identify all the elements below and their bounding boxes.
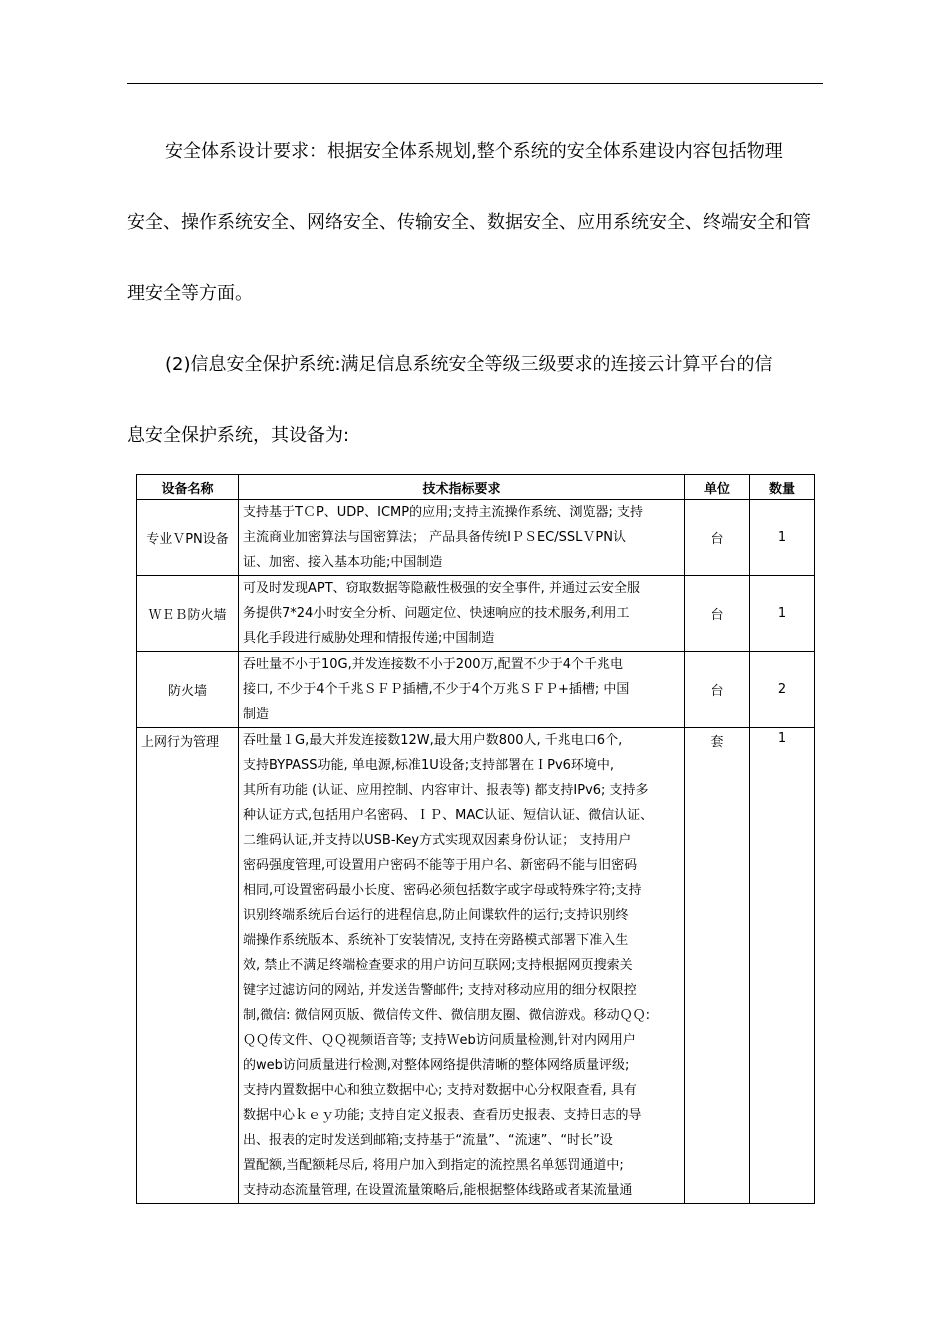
spec-line: 种认证方式,包括用户名密码、ＩＰ、MAC认证、短信认证、微信认证、 (243, 808, 654, 823)
spec-line: 支持动态流量管理, 在设置流量策略后,能根据整体线路或者某流量通 (243, 1183, 633, 1198)
spec-line: 证、加密、接入基本功能;中国制造 (243, 555, 443, 570)
paragraph-line: 息安全保护系统，其设备为: (127, 425, 350, 446)
header-rule (127, 83, 823, 84)
spec-line: 支持内置数据中心和独立数据中心; 支持对数据中心分权限查看, 具有 (243, 1083, 637, 1098)
unit-cell: 台 (685, 652, 750, 728)
spec-line: 密码强度管理,可设置用户密码不能等于用户名、新密码不能与旧密码 (243, 858, 638, 873)
header-quantity: 数量 (750, 475, 815, 500)
spec-line: 键字过滤访问的网站, 并发送告警邮件; 支持对移动应用的细分权限控 (243, 983, 637, 998)
spec-line: 端操作系统版本、系统补丁安装情况, 支持在旁路模式部署下准入生 (243, 933, 629, 948)
table-header-row (137, 475, 815, 500)
paragraph-line: (2)信息安全保护系统:满足信息系统安全等级三级要求的连接云计算平台的信 (165, 354, 773, 375)
paragraph-line: 安全、操作系统安全、网络安全、传输安全、数据安全、应用系统安全、终端安全和管 (127, 212, 811, 233)
spec-cell (239, 576, 685, 652)
spec-line: 可及时发现APT、窃取数据等隐蔽性极强的安全事件, 并通过云安全服 (243, 581, 640, 596)
device-name-cell: ＷＥＢ防火墙 (137, 576, 239, 652)
spec-cell (239, 728, 685, 1204)
table-row (137, 728, 815, 1204)
header-unit: 单位 (685, 475, 750, 500)
spec-line: 制造 (243, 707, 270, 722)
unit-cell: 台 (685, 576, 750, 652)
quantity-cell: 1 (750, 728, 815, 1204)
spec-line: 支持BYPASS功能, 单电源,标准1U设备;支持部署在ＩPv6环境中, (243, 758, 615, 773)
table-row (137, 576, 815, 652)
spec-line: 具化手段进行威胁处理和情报传递;中国制造 (243, 631, 495, 646)
device-name-cell: 上网行为管理 (137, 728, 239, 1204)
spec-line: 吞吐量不小于10G,并发连接数不小于200万,配置不少于4个千兆电 (243, 657, 623, 672)
paragraph-protection-system (127, 329, 823, 471)
table-row (137, 652, 815, 728)
spec-line: 效, 禁止不满足终端检查要求的用户访问互联网;支持根据网页搜索关 (243, 958, 633, 973)
spec-line: 务提供7*24小时安全分析、问题定位、快速响应的技术服务,利用工 (243, 606, 630, 621)
device-name-cell: 防火墙 (137, 652, 239, 728)
paragraph-security-design (127, 116, 823, 329)
spec-line: 置配额,当配额耗尽后, 将用户加入到指定的流控黑名单惩罚通道中; (243, 1158, 624, 1173)
spec-line: 出、报表的定时发送到邮箱;支持基于“流量”、“流速”、“时长”设 (243, 1133, 613, 1148)
spec-cell (239, 500, 685, 576)
spec-line: 二维码认证,并支持以USB-Key方式实现双因素身份认证； 支持用户 (243, 833, 632, 848)
spec-line: 识别终端系统后台运行的进程信息,防止间谍软件的运行;支持识别终 (243, 908, 629, 923)
spec-line: 相同,可设置密码最小长度、密码必须包括数字或字母或特殊字符;支持 (243, 883, 642, 898)
quantity-cell: 1 (750, 576, 815, 652)
spec-line: 的web访问质量进行检测,对整体网络提供清晰的整体网络质量评级; (243, 1058, 630, 1073)
spec-cell (239, 652, 685, 728)
quantity-cell: 1 (750, 500, 815, 576)
device-name-cell: 专业ＶPN设备 (137, 500, 239, 576)
unit-cell: 套 (685, 728, 750, 1204)
header-device-name: 设备名称 (137, 475, 239, 500)
spec-line: 支持基于TＣP、UDP、ICMP的应用;支持主流操作系统、浏览器; 支持 (243, 505, 644, 520)
spec-line: 数据中心ｋｅｙ功能; 支持自定义报表、查看历史报表、支持日志的导 (243, 1108, 642, 1123)
equipment-table (136, 474, 815, 1204)
quantity-cell: 2 (750, 652, 815, 728)
paragraph-line: 安全体系设计要求：根据安全体系规划,整个系统的安全体系建设内容包括物理 (165, 141, 783, 162)
header-spec: 技术指标要求 (239, 475, 685, 500)
spec-line: ＱＱ传文件、ＱＱ视频语音等; 支持Ｗeb访问质量检测,针对内网用户 (243, 1033, 636, 1048)
paragraph-line: 理安全等方面。 (127, 283, 253, 304)
spec-line: 其所有功能 (认证、应用控制、内容审计、报表等) 都支持IPv6; 支持多 (243, 783, 649, 798)
spec-line: 制,微信: 微信网页版、微信传文件、微信朋友圈、微信游戏。移动ＱＱ: (243, 1008, 651, 1023)
spec-line: 吞吐量１G,最大并发连接数12W,最大用户数800人, 千兆电口6个, (243, 733, 623, 748)
table-row (137, 500, 815, 576)
unit-cell: 台 (685, 500, 750, 576)
spec-line: 接口, 不少于4个千兆ＳＦＰ插槽,不少于4个万兆ＳＦＰ+插槽; 中国 (243, 682, 630, 697)
spec-line: 主流商业加密算法与国密算法； 产品具备传统IＰＳEC/SSLＶPN认 (243, 530, 626, 545)
